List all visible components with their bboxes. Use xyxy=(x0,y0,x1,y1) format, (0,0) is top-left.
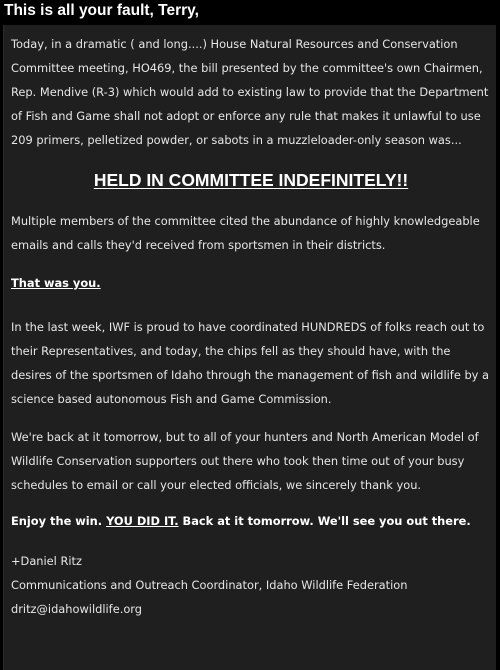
message-title: This is all your fault, Terry, xyxy=(4,2,199,19)
that-was-you-text: That was you. xyxy=(11,276,101,290)
enjoy-suffix: Back at it tomorrow. We'll see you out there. xyxy=(178,514,471,528)
intro-paragraph: Today, in a dramatic ( and long....) House Natural Resources and Conservation Committee meeting, HO469, the bill presented by the committee's own Chairmen, Rep. Mendive (R-3) which would add to existing law to provide that the Department of Fish and Game shall not adopt or enforce any rule that makes it unlawful to use 209 primers, pelletized powder, or sabots in a muzzleloader-only season was... xyxy=(11,37,489,147)
headline: HELD IN COMMITTEE INDEFINITELY!! xyxy=(93,170,409,190)
committee-paragraph: Multiple members of the committee cited the abundance of highly knowledgeable emails and calls they'd received from sportsmen in their districts. xyxy=(11,214,480,252)
signature-title: Communications and Outreach Coordinator, Idaho Wildlife Federation xyxy=(11,578,408,592)
you-did-it-text: YOU DID IT. xyxy=(106,514,179,528)
message-body xyxy=(11,32,491,621)
signature xyxy=(11,549,491,621)
enjoy-prefix: Enjoy the win. xyxy=(11,514,107,528)
signature-name: +Daniel Ritz xyxy=(11,554,82,568)
signature-email-link[interactable]: dritz@idahowildlife.org xyxy=(11,602,143,616)
coordination-paragraph: In the last week, IWF is proud to have coordinated HUNDREDS of folks reach out to their Representatives, and today, the chips fell as they should have, with the desires of the sportsmen of Idaho through the management of fish and wildlife by a science based autonomous Fish and Game Commission. xyxy=(11,320,490,406)
thanks-paragraph: We're back at it tomorrow, but to all of your hunters and North American Model of Wildlife Conservation supporters out there who took then time out of your busy schedules to email or call your elected officials, we sincerely thank you. xyxy=(11,430,479,492)
enjoy-line xyxy=(11,509,491,533)
